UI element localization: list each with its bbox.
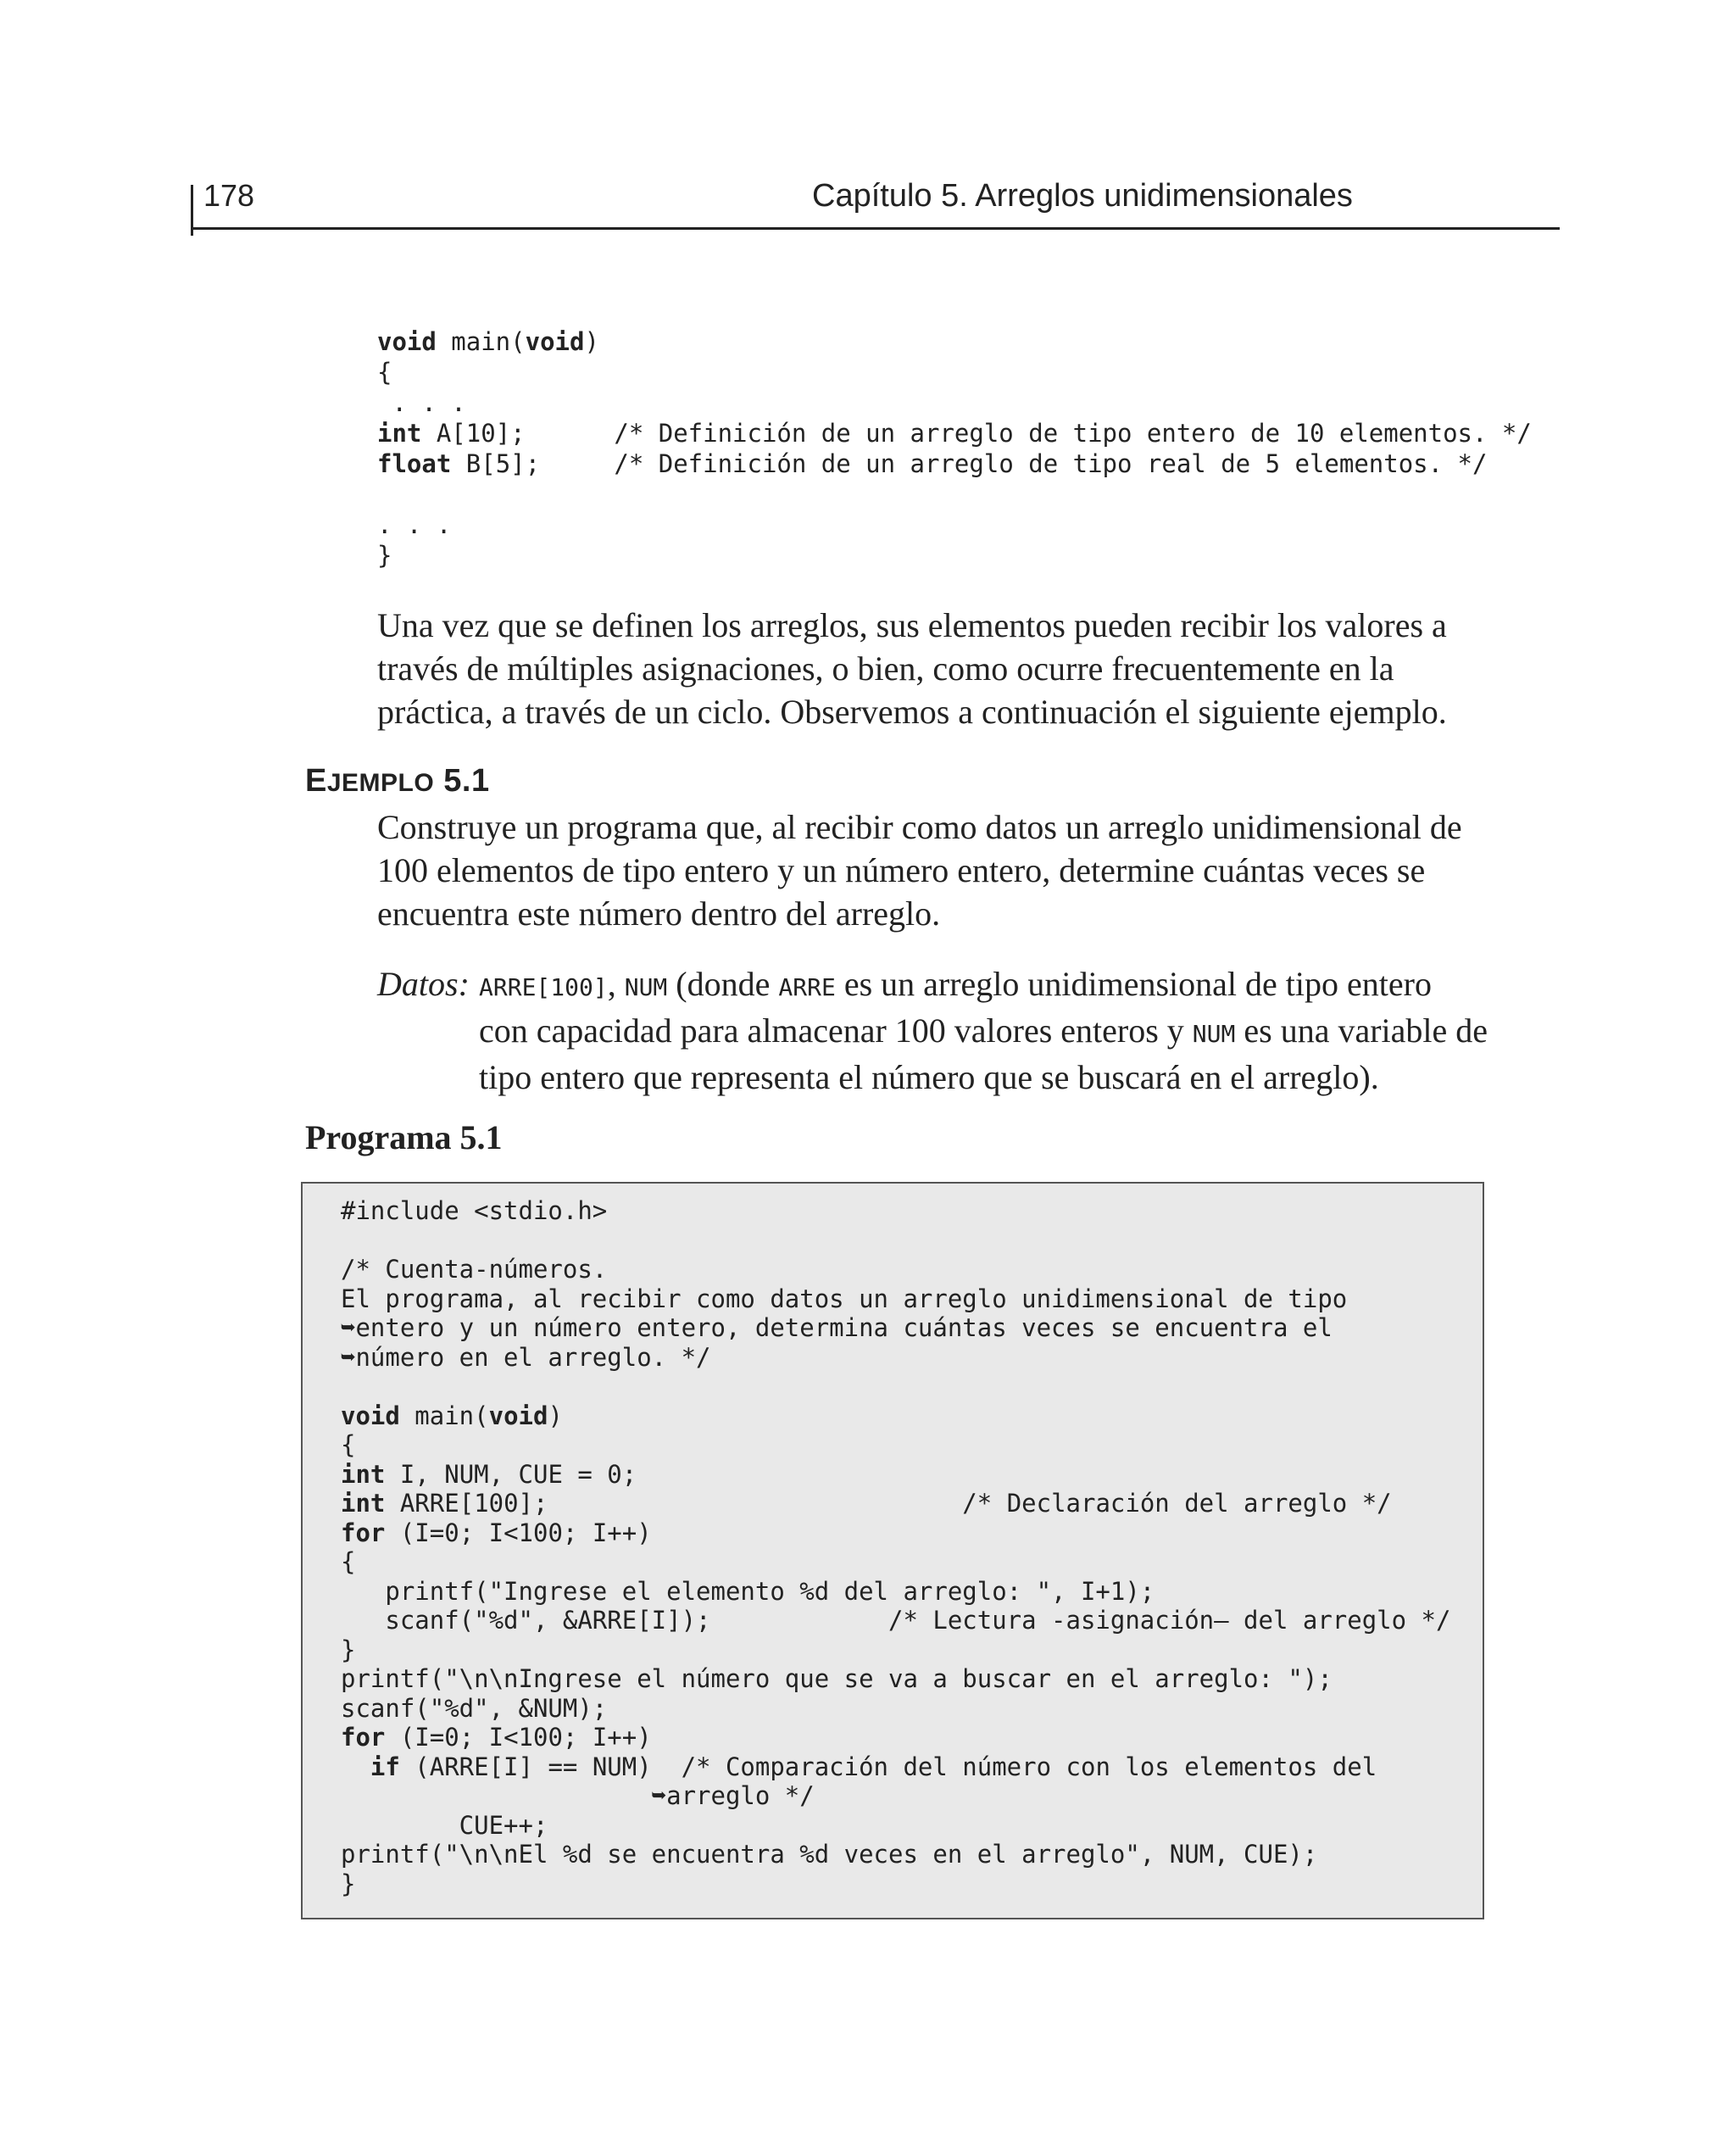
code-snippet: [377, 326, 1532, 571]
datos-sep: ,: [607, 965, 625, 1003]
program-line: {: [341, 1547, 356, 1576]
program-line: [341, 1226, 1450, 1256]
snippet-line: . . .: [377, 388, 466, 417]
program-line: printf("\n\nEl %d se encuentra %d veces en el arreglo", NUM, CUE);: [341, 1840, 1318, 1869]
snippet-line: }: [377, 541, 392, 570]
page-number: 178: [203, 178, 255, 213]
program-line: #include <stdio.h>: [341, 1196, 608, 1225]
example-number: 5.1: [443, 763, 490, 799]
code-keyword: void: [525, 327, 585, 356]
datos-text1: (donde: [667, 965, 779, 1003]
chapter-title: Capítulo 5. Arreglos unidimensionales: [812, 178, 1353, 214]
example-heading-word: JEMPLO: [326, 769, 435, 797]
code-keyword: void: [341, 1401, 400, 1430]
program-title: Programa 5.1: [305, 1118, 503, 1156]
datos-text: [479, 962, 1488, 1099]
program-line: [341, 1372, 1450, 1401]
program-line: }: [341, 1869, 356, 1898]
datos-text3: es una variable de tipo entero que representa el número que se buscará en el arreglo).: [479, 1011, 1488, 1096]
program-line: ➥entero y un número entero, determina cuántas veces se encuentra el: [341, 1313, 1333, 1342]
code-keyword: int: [341, 1459, 386, 1489]
header-rule: [191, 227, 1560, 230]
example-heading: [305, 763, 490, 799]
datos-var-arre: ARRE: [778, 973, 836, 1001]
running-header: [191, 178, 1560, 229]
datos-text2: es un arreglo unidimensional de tipo entero con capacidad para almacenar 100 valores enteros y: [479, 965, 1432, 1050]
program-line: for (I=0; I<100; I++): [341, 1518, 652, 1547]
snippet-line: {: [377, 358, 392, 387]
snippet-line: float B[5]; /* Definición de un arreglo de tipo real de 5 elementos. */: [377, 449, 1488, 478]
program-line: int ARRE[100]; /* Declaración del arreglo */: [341, 1489, 1392, 1518]
code-keyword: void: [377, 327, 437, 356]
program-line: if (ARRE[I] == NUM) /* Comparación del número con los elementos del: [370, 1752, 1377, 1781]
snippet-line: . . .: [377, 510, 452, 539]
program-line: for (I=0; I<100; I++): [341, 1723, 652, 1752]
program-listing-box: [301, 1182, 1484, 1919]
program-line: /* Cuenta-números.: [341, 1255, 608, 1284]
example-statement: Construye un programa que, al recibir como datos un arreglo unidimensional de 100 elementos de tipo entero y un número entero, determine cuántas veces se encuentra este número dentro del arreglo.: [377, 808, 1462, 933]
code-keyword: void: [488, 1401, 548, 1430]
snippet-line: void main(void): [377, 327, 599, 356]
program-line: El programa, al recibir como datos un arreglo unidimensional de tipo: [341, 1284, 1348, 1313]
datos-var-arre100: ARRE[100]: [479, 973, 608, 1001]
program-line: ➥número en el arreglo. */: [341, 1342, 711, 1372]
program-line: CUE++;: [341, 1810, 548, 1840]
program-code: [341, 1196, 1450, 1898]
datos-var-num2: NUM: [1192, 1020, 1236, 1048]
program-line: scanf("%d", &ARRE[I]); /* Lectura -asignación— del arreglo */: [341, 1606, 1451, 1635]
program-line: int I, NUM, CUE = 0;: [341, 1459, 637, 1489]
program-line: {: [341, 1430, 356, 1459]
intro-paragraph: Una vez que se definen los arreglos, sus elementos pueden recibir los valores a través de múltiples asignaciones, o bien, como ocurre frecuentemente en la práctica, a través de un ciclo. Observemos a continuación el siguiente ejemplo.: [377, 606, 1447, 731]
program-line: void main(void): [341, 1401, 563, 1430]
snippet-line: int A[10]; /* Definición de un arreglo de tipo entero de 10 elementos. */: [377, 419, 1532, 448]
snippet-line: [377, 479, 1532, 510]
code-keyword: float: [377, 449, 452, 478]
program-line: printf("\n\nIngrese el número que se va a buscar en el arreglo: ");: [341, 1664, 1333, 1693]
program-line: printf("Ingrese el elemento %d del arreglo: ", I+1);: [341, 1576, 1155, 1606]
program-line: ➥arreglo */: [341, 1781, 815, 1810]
datos-var-num: NUM: [624, 973, 668, 1001]
datos-label: Datos:: [377, 965, 470, 1003]
program-line: }: [341, 1635, 356, 1664]
code-keyword: for: [341, 1518, 386, 1547]
code-keyword: if: [370, 1752, 400, 1781]
code-keyword: for: [341, 1723, 386, 1752]
example-heading-initial: E: [305, 763, 327, 799]
code-keyword: int: [341, 1489, 386, 1518]
code-keyword: int: [377, 419, 422, 448]
program-line: scanf("%d", &NUM);: [341, 1693, 608, 1723]
